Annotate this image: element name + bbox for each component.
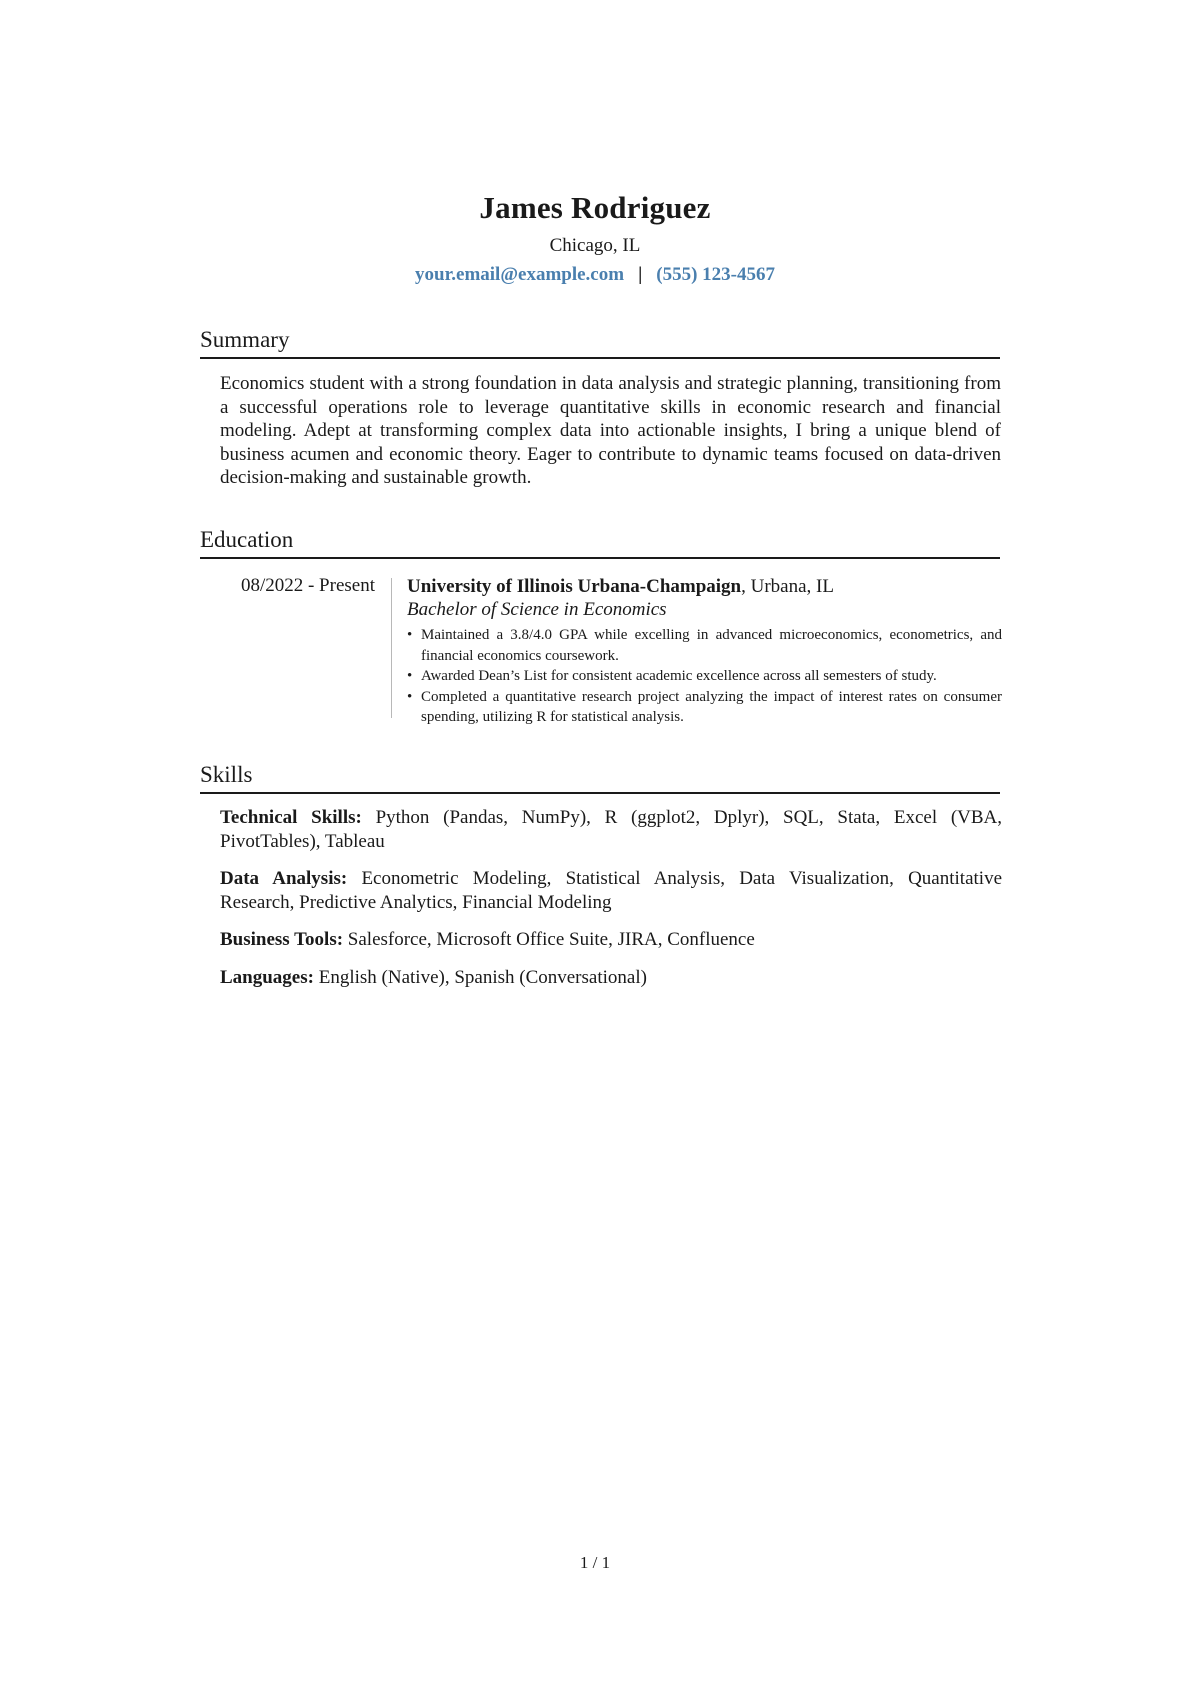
contact-line xyxy=(0,264,1190,286)
candidate-name: James Rodriguez xyxy=(479,190,711,225)
list-item: • Awarded Dean’s List for consistent academic excellence across all semesters of study. xyxy=(407,666,1002,687)
list-item: • Completed a quantitative research project analyzing the impact of interest rates on consumer spending, utilizing R for statistical analysis. xyxy=(407,688,1002,725)
school-location: , Urbana, IL xyxy=(741,576,834,597)
skill-row-business-tools xyxy=(220,928,1002,952)
education-heading: Education xyxy=(200,527,1000,559)
education-school-line xyxy=(407,575,1002,598)
education-entry xyxy=(407,575,1002,728)
school-name: University of Illinois Urbana-Champaign xyxy=(407,576,742,597)
skill-label: Technical Skills: xyxy=(220,807,362,828)
skill-label: Business Tools: xyxy=(220,929,344,950)
phone-link[interactable]: (555) 123-4567 xyxy=(656,264,775,285)
email-link[interactable]: your.email@example.com xyxy=(415,264,625,285)
education-divider xyxy=(391,578,392,718)
skill-row-technical xyxy=(220,806,1002,853)
bullet-icon: • xyxy=(407,627,413,643)
candidate-location: Chicago, IL xyxy=(549,235,641,256)
skills-heading: Skills xyxy=(200,762,1000,794)
bullet-icon: • xyxy=(407,688,413,705)
contact-separator: | xyxy=(638,264,643,285)
education-dates: 08/2022 - Present xyxy=(240,575,375,596)
skill-label: Data Analysis: xyxy=(220,868,348,889)
summary-text: Economics student with a strong foundation in data analysis and strategic planning, transitioning from a successful operations role to leverage quantitative skills in economic research and financial modeling. Adept at transforming complex data into actionable insights, I bring a unique blend of business acumen and economic theory. Eager to contribute to dynamic teams focused on data-driven decision-making and sustainable growth. xyxy=(220,373,1001,488)
skill-value: English (Native), Spanish (Conversational) xyxy=(318,966,647,988)
skills-list xyxy=(220,806,1002,1003)
degree: Bachelor of Science in Economics xyxy=(407,599,667,620)
skill-row-languages xyxy=(220,966,1002,990)
summary-heading: Summary xyxy=(200,327,1000,359)
list-item: • Maintained a 3.8/4.0 GPA while excelling in advanced microeconomics, econometrics, and financial economics coursework. xyxy=(407,627,1002,664)
page-number: 1 / 1 xyxy=(579,1553,611,1572)
skill-label: Languages: xyxy=(220,966,314,988)
skill-value: Python (Pandas, NumPy), R (ggplot2, Dplyr), SQL, Stata, Excel (VBA, PivotTables), Tableau xyxy=(220,807,1003,852)
education-bullets xyxy=(407,625,1002,728)
bullet-icon: • xyxy=(407,668,413,684)
skill-value: Econometric Modeling, Statistical Analysis, Data Visualization, Quantitative Research, Predictive Analytics, Financial Modeling xyxy=(220,868,1003,913)
skill-row-data-analysis xyxy=(220,867,1002,914)
skill-value: Salesforce, Microsoft Office Suite, JIRA, Confluence xyxy=(347,929,755,950)
